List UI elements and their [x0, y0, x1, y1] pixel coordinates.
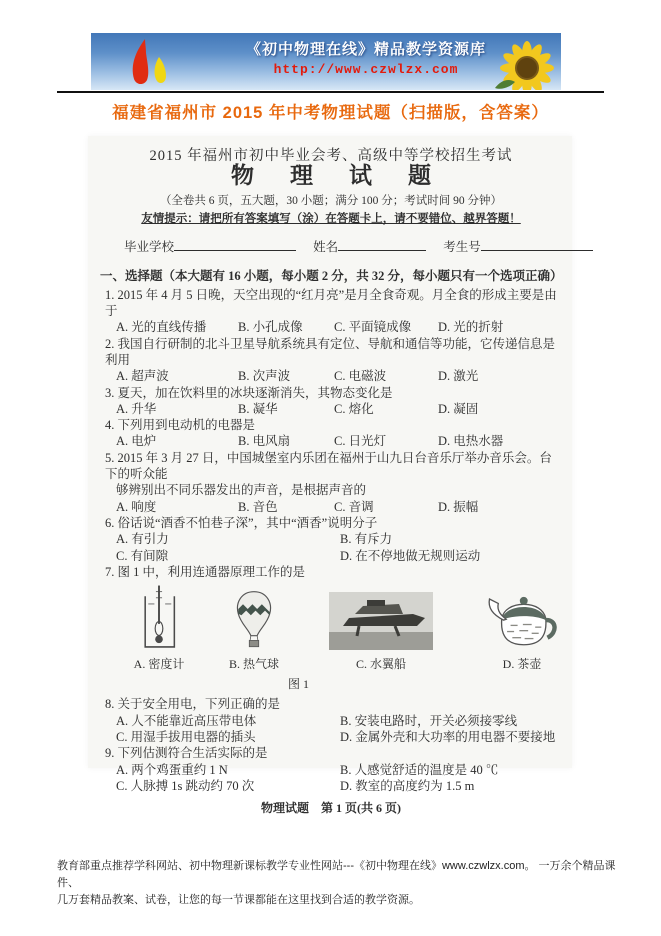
option: B. 小孔成像	[238, 320, 303, 335]
question-2-stem: 2. 我国自行研制的北斗卫星导航系统具有定位、导航和通信等功能，它传递信息是利用	[105, 336, 556, 367]
field-school-blank	[174, 239, 296, 251]
horizontal-rule	[57, 91, 604, 93]
option: C. 电磁波	[334, 369, 387, 384]
option: D. 光的折射	[438, 320, 504, 335]
scanned-exam-page	[88, 136, 572, 816]
hot-air-balloon-icon	[232, 590, 276, 650]
figure-label: D. 茶壶	[502, 657, 542, 672]
figure-1-caption: 图 1	[288, 677, 310, 692]
field-examno-blank	[481, 239, 593, 251]
figure-hot-air-balloon	[216, 590, 292, 673]
question-8-stem: 8. 关于安全用电，下列正确的是	[105, 697, 281, 712]
question-1-options	[100, 319, 562, 335]
site-footer	[57, 858, 617, 909]
figure-1-row	[100, 584, 562, 674]
exam-title: 物理试题	[231, 163, 467, 189]
banner-text	[231, 38, 501, 77]
field-examno-label: 考生号	[443, 240, 481, 255]
question-5-stem-line2: 够辨别出不同乐器发出的声音，是根据声音的	[116, 483, 367, 498]
option: A. 升华	[116, 401, 157, 416]
figure-hydrofoil-boat	[318, 592, 444, 673]
question-8-options-row1	[100, 713, 562, 729]
section-1-header: 一、选择题（本大题有 16 小题，每小题 2 分，共 32 分，每小题只有一个选项正确）	[100, 269, 563, 284]
exam-tip-line: 友情提示：请把所有答案填写（涂）在答题卡上，请不要错位、越界答题！	[141, 212, 521, 225]
site-banner[interactable]	[91, 33, 561, 90]
option: C. 音调	[334, 499, 374, 514]
option: A. 有引力	[116, 532, 169, 547]
question-9-options-row1	[100, 762, 562, 778]
question-3-stem: 3. 夏天，加在饮料里的冰块逐渐消失，其物态变化是	[105, 385, 393, 400]
figure-label: C. 水翼船	[355, 657, 406, 672]
candidate-fields	[100, 239, 562, 255]
option: B. 音色	[238, 499, 278, 514]
hydrometer-icon	[135, 584, 183, 650]
option: A. 人不能靠近高压带电体	[116, 713, 257, 728]
question-5-options	[100, 499, 562, 515]
field-name-blank	[338, 239, 426, 251]
question-3-options	[100, 401, 562, 417]
option: A. 超声波	[116, 369, 169, 384]
option: C. 用湿手拔用电器的插头	[116, 730, 256, 745]
option: D. 振幅	[438, 499, 479, 514]
site-title: 《初中物理在线》精品教学资源库	[245, 41, 486, 58]
question-6-options-row1	[100, 531, 562, 547]
option: C. 日光灯	[334, 434, 387, 449]
option: D. 教室的高度约为 1.5 m	[340, 778, 475, 793]
option: D. 激光	[438, 369, 479, 384]
option: B. 安装电路时，开关必须接零线	[340, 713, 518, 728]
exam-page-number: 物理试题 第 1 页(共 6 页)	[261, 801, 401, 816]
figure-label: B. 热气球	[228, 657, 279, 672]
question-4-stem: 4. 下列用到电动机的电器是	[105, 418, 256, 433]
czwlzx-logo-icon	[121, 37, 183, 89]
figure-label: A. 密度计	[133, 657, 185, 672]
question-6-options-row2	[100, 548, 562, 564]
field-school-label: 毕业学校	[124, 240, 175, 255]
figure-teapot	[464, 592, 580, 673]
option: D. 凝固	[438, 401, 479, 416]
option: C. 平面镜成像	[334, 320, 412, 335]
question-8-options-row2	[100, 729, 562, 745]
option: C. 熔化	[334, 401, 374, 416]
page-title: 福建省福州市 2015 年中考物理试题（扫描版，含答案）	[112, 104, 549, 122]
option: B. 次声波	[238, 369, 291, 384]
question-7-stem: 7. 图 1 中，利用连通器原理工作的是	[105, 564, 306, 579]
site-footer-line-2: 几万套精品教案、试卷，让您的每一节课都能在这里找到合适的教学资源。	[57, 894, 420, 906]
option: B. 人感觉舒适的温度是 40 ℃	[340, 762, 499, 777]
site-url-link[interactable]: http://www.czwlzx.com	[273, 62, 459, 77]
option: B. 电风扇	[238, 434, 291, 449]
option: D. 在不停地做无规则运动	[340, 548, 481, 563]
option: B. 凝华	[238, 401, 278, 416]
option: D. 电热水器	[438, 434, 504, 449]
hydrofoil-boat-icon	[329, 592, 433, 650]
question-4-options	[100, 433, 562, 449]
exam-info-line: （全卷共 6 页，五大题，30 小题；满分 100 分；考试时间 90 分钟）	[159, 194, 503, 207]
figure-hydrometer	[116, 584, 202, 673]
option: C. 人脉搏 1s 跳动约 70 次	[116, 778, 255, 793]
option: A. 光的直线传播	[116, 320, 207, 335]
option: B. 有斥力	[340, 532, 393, 547]
option: A. 两个鸡蛋重约 1 N	[116, 762, 228, 777]
question-2-options	[100, 368, 562, 384]
option: A. 响度	[116, 499, 157, 514]
question-5-stem-line1: 5. 2015 年 3 月 27 日，中国城堡室内乐团在福州于山九日台音乐厅举办音乐会。台下的听众能	[105, 450, 552, 482]
question-6-stem: 6. 俗话说“酒香不怕巷子深”，其中“酒香”说明分子	[105, 515, 378, 530]
sunflower-icon	[493, 38, 557, 90]
question-9-stem: 9. 下列估测符合生活实际的是	[105, 746, 268, 761]
exam-header-line: 2015 年福州市初中毕业会考、高级中等学校招生考试	[149, 148, 513, 164]
site-footer-line-1: 教育部重点推荐学科网站、初中物理新课标教学专业性网站---《初中物理在线》www.czwlzx.com。 一万余个精品课件、	[57, 860, 616, 889]
option: D. 金属外壳和大功率的用电器不要接地	[340, 730, 556, 745]
option: C. 有间隙	[116, 548, 169, 563]
field-name-label: 姓名	[313, 240, 339, 255]
question-9-options-row2	[100, 778, 562, 794]
question-1-stem: 1. 2015 年 4 月 5 日晚，天空出现的“红月亮”是月全食奇观。月全食的形成主要是由于	[105, 287, 557, 319]
teapot-icon	[480, 592, 564, 650]
option: A. 电炉	[116, 434, 157, 449]
